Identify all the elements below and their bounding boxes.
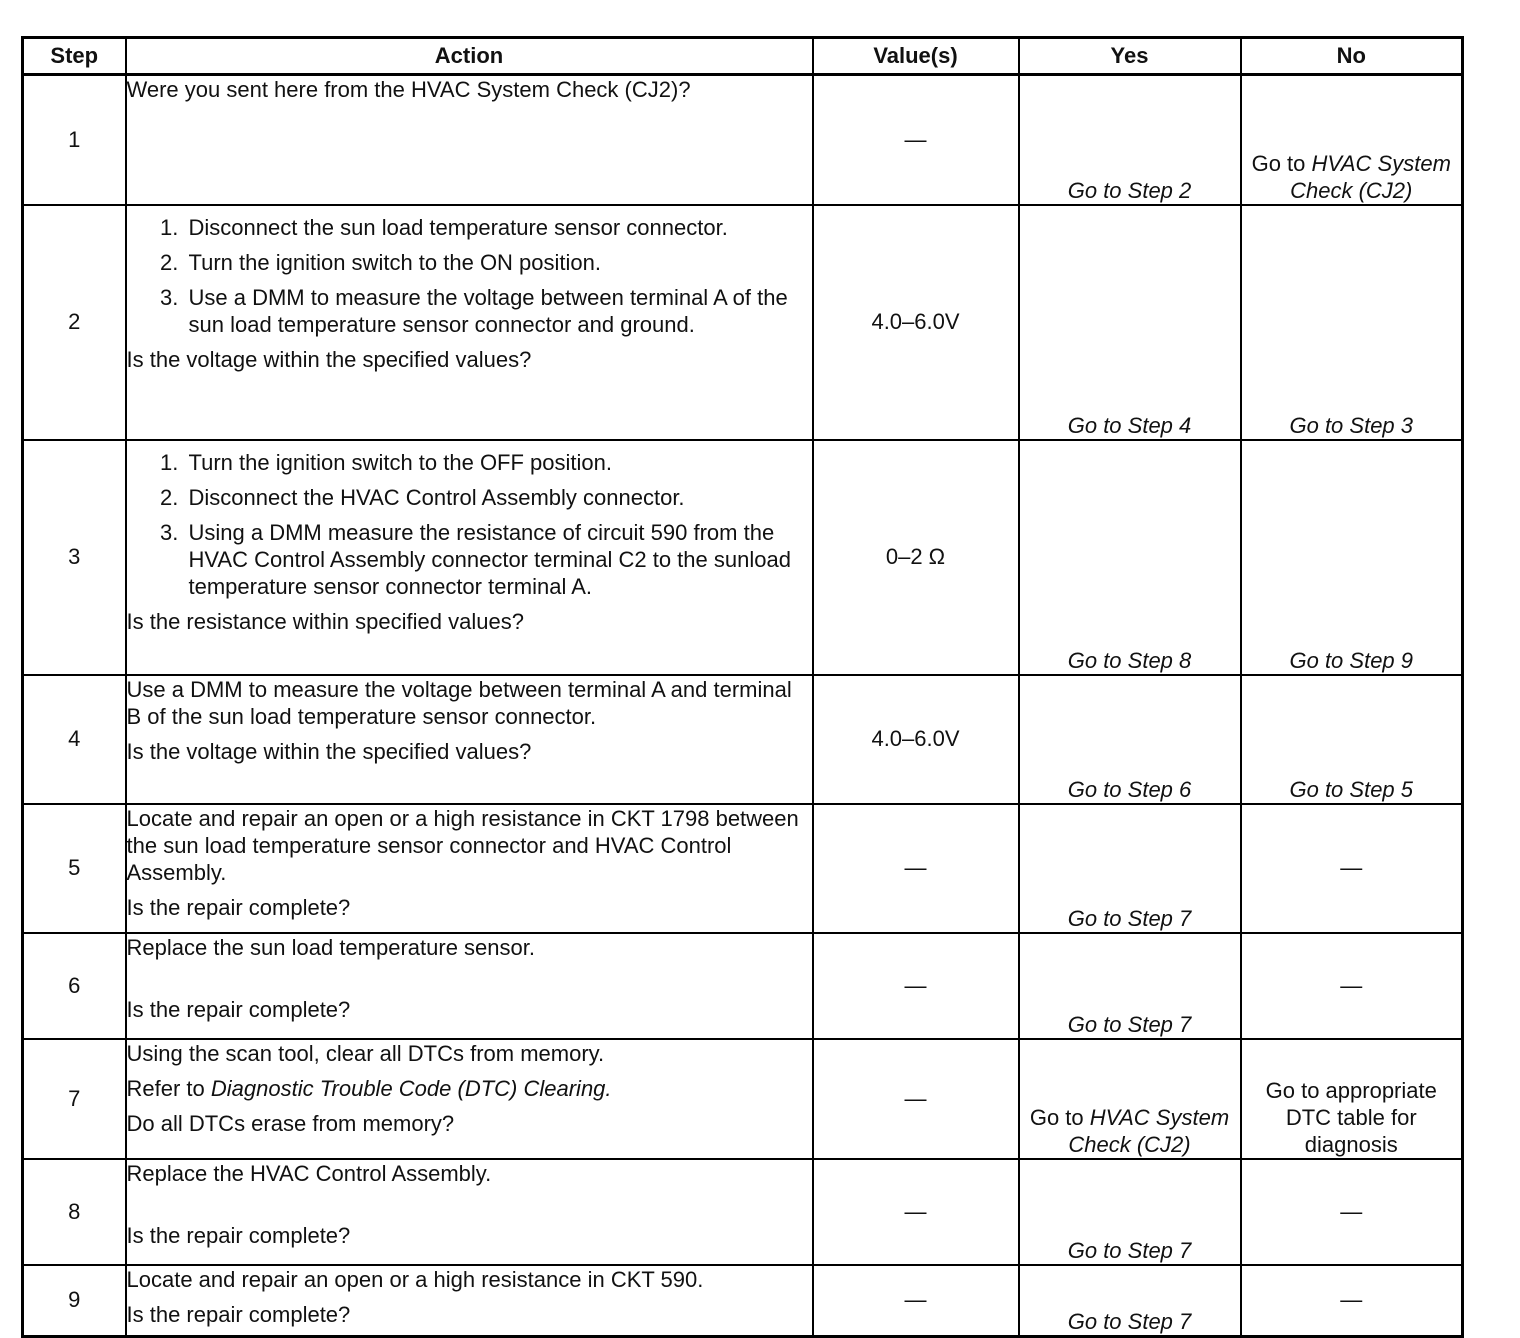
step-number: 6 xyxy=(23,933,126,1039)
yes-cell xyxy=(1019,933,1241,1039)
table-row xyxy=(23,1159,1463,1265)
step-number: 9 xyxy=(23,1265,126,1337)
yes-cell xyxy=(1019,1039,1241,1159)
step-number: 8 xyxy=(23,1159,126,1265)
action-question: Is the voltage within the specified values? xyxy=(126,738,532,764)
yes-cell xyxy=(1019,1265,1241,1337)
step-number: 1 xyxy=(23,75,126,205)
reference-prefix: Refer to xyxy=(126,1075,205,1101)
yes-cell xyxy=(1019,804,1241,933)
table-row xyxy=(23,205,1463,440)
header-yes: Yes xyxy=(1019,38,1241,75)
action-step: 2. Turn the ignition switch to the ON position. xyxy=(185,249,812,276)
action-reference xyxy=(127,1075,812,1102)
no-cell xyxy=(1241,1039,1463,1159)
yes-cell xyxy=(1019,675,1241,804)
yes-link[interactable]: Go to Step 4 xyxy=(1067,412,1192,438)
header-values: Value(s) xyxy=(813,38,1019,75)
yes-cell xyxy=(1019,205,1241,440)
action-cell xyxy=(126,1039,813,1159)
no-cell xyxy=(1241,440,1463,675)
no-link[interactable]: HVAC System Check (CJ2) xyxy=(1290,150,1451,203)
yes-prefix: Go to xyxy=(1029,1104,1084,1130)
value-cell: 4.0–6.0V xyxy=(813,675,1019,804)
action-cell xyxy=(126,1159,813,1265)
header-step: Step xyxy=(23,38,126,75)
header-action: Action xyxy=(126,38,813,75)
action-text: Locate and repair an open or a high resistance in CKT 1798 between the sun load temperature sensor connector and HVAC Control Assembly. xyxy=(126,805,799,885)
table-row xyxy=(23,1265,1463,1337)
value-cell: — xyxy=(813,804,1019,933)
yes-cell xyxy=(1019,440,1241,675)
yes-link[interactable]: Go to Step 7 xyxy=(1067,1309,1192,1334)
no-cell xyxy=(1241,205,1463,440)
action-question: Were you sent here from the HVAC System Check (CJ2)? xyxy=(126,77,691,102)
no-cell: — xyxy=(1241,804,1463,933)
action-text: Replace the sun load temperature sensor. xyxy=(126,934,535,960)
yes-link[interactable]: Go to Step 6 xyxy=(1067,776,1192,802)
value-cell: — xyxy=(813,1159,1019,1265)
yes-link[interactable]: Go to Step 7 xyxy=(1067,1237,1192,1263)
action-question: Is the repair complete? xyxy=(126,996,351,1022)
no-link[interactable]: Go to Step 5 xyxy=(1289,776,1414,802)
no-prefix: Go to xyxy=(1251,150,1306,176)
yes-link[interactable]: Go to Step 8 xyxy=(1067,647,1192,673)
value-cell: — xyxy=(813,1265,1019,1337)
table-row xyxy=(23,1039,1463,1159)
action-step: 1. Turn the ignition switch to the OFF position. xyxy=(185,449,812,476)
no-cell xyxy=(1241,675,1463,804)
table-row xyxy=(23,804,1463,933)
action-question: Is the repair complete? xyxy=(126,894,351,920)
action-text: Using the scan tool, clear all DTCs from memory. xyxy=(126,1040,605,1066)
action-question: Is the repair complete? xyxy=(126,1301,351,1327)
action-cell xyxy=(126,1265,813,1337)
step-number: 7 xyxy=(23,1039,126,1159)
action-question: Is the resistance within specified values? xyxy=(126,608,524,634)
action-text: Locate and repair an open or a high resistance in CKT 590. xyxy=(126,1266,704,1292)
step-number: 5 xyxy=(23,804,126,933)
step-number: 2 xyxy=(23,205,126,440)
step-number: 3 xyxy=(23,440,126,675)
value-cell: 4.0–6.0V xyxy=(813,205,1019,440)
table-row xyxy=(23,75,1463,205)
no-link[interactable]: Go to Step 9 xyxy=(1289,647,1414,673)
action-question: Do all DTCs erase from memory? xyxy=(126,1110,455,1136)
value-cell: — xyxy=(813,933,1019,1039)
yes-link[interactable]: Go to Step 7 xyxy=(1067,905,1192,931)
header-row xyxy=(23,38,1463,75)
diagnostic-table xyxy=(21,36,1464,1338)
yes-link[interactable]: Go to Step 7 xyxy=(1067,1011,1192,1037)
no-cell: — xyxy=(1241,933,1463,1039)
action-step: 2. Disconnect the HVAC Control Assembly connector. xyxy=(185,484,812,511)
table-row xyxy=(23,933,1463,1039)
table-row xyxy=(23,675,1463,804)
value-cell: 0–2 Ω xyxy=(813,440,1019,675)
action-step: 3. Using a DMM measure the resistance of circuit 590 from the HVAC Control Assembly connector terminal C2 to the sunload temperature sensor connector terminal A. xyxy=(185,519,812,600)
yes-link[interactable]: HVAC System Check (CJ2) xyxy=(1068,1104,1230,1157)
action-steps-list xyxy=(127,449,812,600)
yes-cell xyxy=(1019,75,1241,205)
action-cell xyxy=(126,205,813,440)
action-step: 1. Disconnect the sun load temperature sensor connector. xyxy=(185,214,812,241)
action-question: Is the repair complete? xyxy=(126,1222,351,1248)
action-text: Replace the HVAC Control Assembly. xyxy=(126,1160,492,1186)
action-cell xyxy=(126,440,813,675)
value-cell: — xyxy=(813,1039,1019,1159)
reference-link[interactable]: Diagnostic Trouble Code (DTC) Clearing. xyxy=(210,1075,612,1101)
value-cell: — xyxy=(813,75,1019,205)
no-cell: — xyxy=(1241,1159,1463,1265)
action-step: 3. Use a DMM to measure the voltage between terminal A of the sun load temperature sensor connector and ground. xyxy=(185,284,812,338)
step-number: 4 xyxy=(23,675,126,804)
yes-cell xyxy=(1019,1159,1241,1265)
action-text: Use a DMM to measure the voltage between terminal A and terminal B of the sun load temperature sensor connector. xyxy=(126,676,792,729)
action-question: Is the voltage within the specified values? xyxy=(126,346,532,372)
no-cell xyxy=(1241,75,1463,205)
action-cell xyxy=(126,75,813,205)
action-cell xyxy=(126,933,813,1039)
table-row xyxy=(23,440,1463,675)
no-link[interactable]: Go to Step 3 xyxy=(1289,412,1414,438)
yes-link[interactable]: Go to Step 2 xyxy=(1067,177,1192,203)
header-no: No xyxy=(1241,38,1463,75)
action-cell xyxy=(126,804,813,933)
no-cell: — xyxy=(1241,1265,1463,1337)
action-cell xyxy=(126,675,813,804)
no-text: Go to appropriate DTC table for diagnosis xyxy=(1265,1077,1437,1157)
action-steps-list xyxy=(127,214,812,338)
